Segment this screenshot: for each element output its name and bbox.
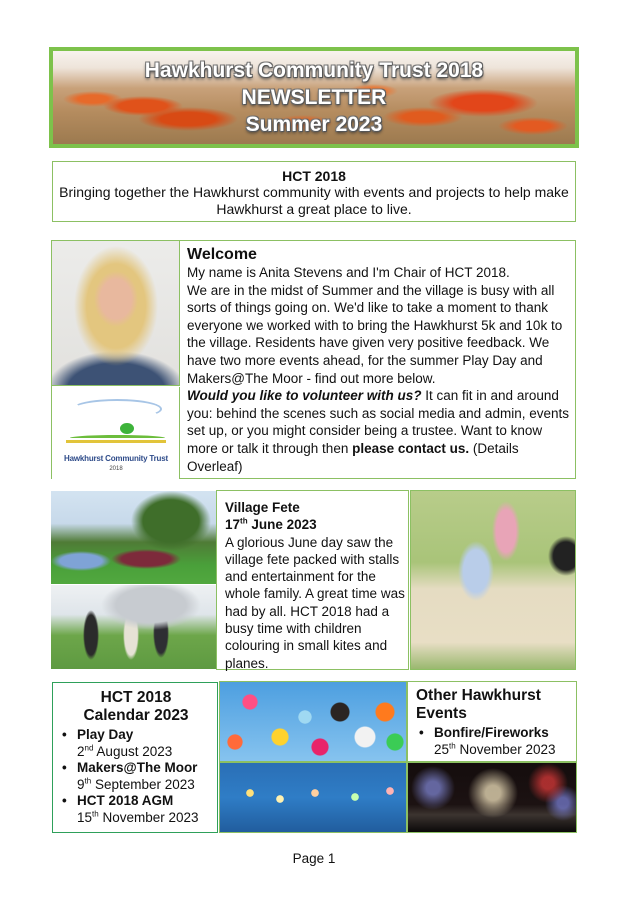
logo-tree-icon [120,423,134,434]
festoon-lights-image [219,762,407,833]
chair-portrait-image [52,241,180,386]
logo-sky-swirl-icon [72,399,162,419]
details-overleaf: (Details Overleaf) [187,440,519,474]
fete-colouring-image [410,490,576,670]
page-number: Page 1 [292,851,336,866]
other-events-box [407,681,577,762]
welcome-heading: Welcome [187,246,257,263]
fete-body: A glorious June day saw the village fete packed with stalls and entertainment for the whole family. A great time was had by all. HCT 2018 had a busy time with children colouring in small kites and planes. [225,534,405,671]
logo-name: Hawkhurst Community Trust [64,454,168,463]
banner-title: Hawkhurst Community Trust 2018 [144,59,484,82]
intro-box [52,161,576,222]
calendar-event: • HCT 2018 AGM 15th November 2023 [59,793,213,826]
newsletter-banner [49,47,579,148]
calendar-event-list [59,727,213,826]
fete-date: 17th June 2023 [225,516,317,533]
fete-title: Village Fete [225,500,300,515]
welcome-text [187,246,572,475]
other-event: • Bonfire/Fireworks 25th November 2023 [416,725,572,758]
intro-description: Bringing together the Hawkhurst community with events and projects to help make Hawkhurst a great place to live. [59,184,569,217]
banner-season: Summer 2023 [245,113,383,136]
intro-title: HCT 2018 [282,168,346,184]
village-fete-box [216,490,409,670]
balloons-image [219,681,407,762]
welcome-body: We are in the midst of Summer and the village is busy with all sorts of things going on. We'd like to take a moment to thank everyone we worked with to bring the Hawkhurst 5k and 10k to the village. Residents have given very positive feedback. We have two more events ahead, for the summer Play Day and Makers@The Moor - find out more below. [187,282,563,386]
other-events-list [416,725,572,758]
calendar-event: • Makers@The Moor 9th September 2023 [59,760,213,793]
welcome-section [51,240,576,479]
hct-calendar-box [52,682,218,833]
fete-classic-cars-image [51,491,216,584]
volunteer-question: Would you like to volunteer with us? [187,388,422,404]
logo-year: 2018 [109,466,123,472]
other-events-title: Other Hawkhurst Events [416,687,541,722]
volunteer-body: It can fit in and around you: behind the scenes such as social media and admin, events set up, or you might consider being a trustee. Want to know more or talk it through then [187,388,569,456]
logo-road-icon [66,440,166,446]
calendar-title: HCT 2018 Calendar 2023 [83,689,189,724]
volunteer-paragraph [187,387,572,475]
welcome-intro: My name is Anita Stevens and I'm Chair of HCT 2018. [187,265,510,280]
hct-logo [52,387,180,479]
contact-link[interactable]: please contact us. [352,440,470,456]
banner-subtitle: NEWSLETTER [241,86,387,109]
fireworks-image [407,762,577,833]
calendar-event: • Play Day 2nd August 2023 [59,727,213,760]
fete-reenactment-image [51,585,216,669]
